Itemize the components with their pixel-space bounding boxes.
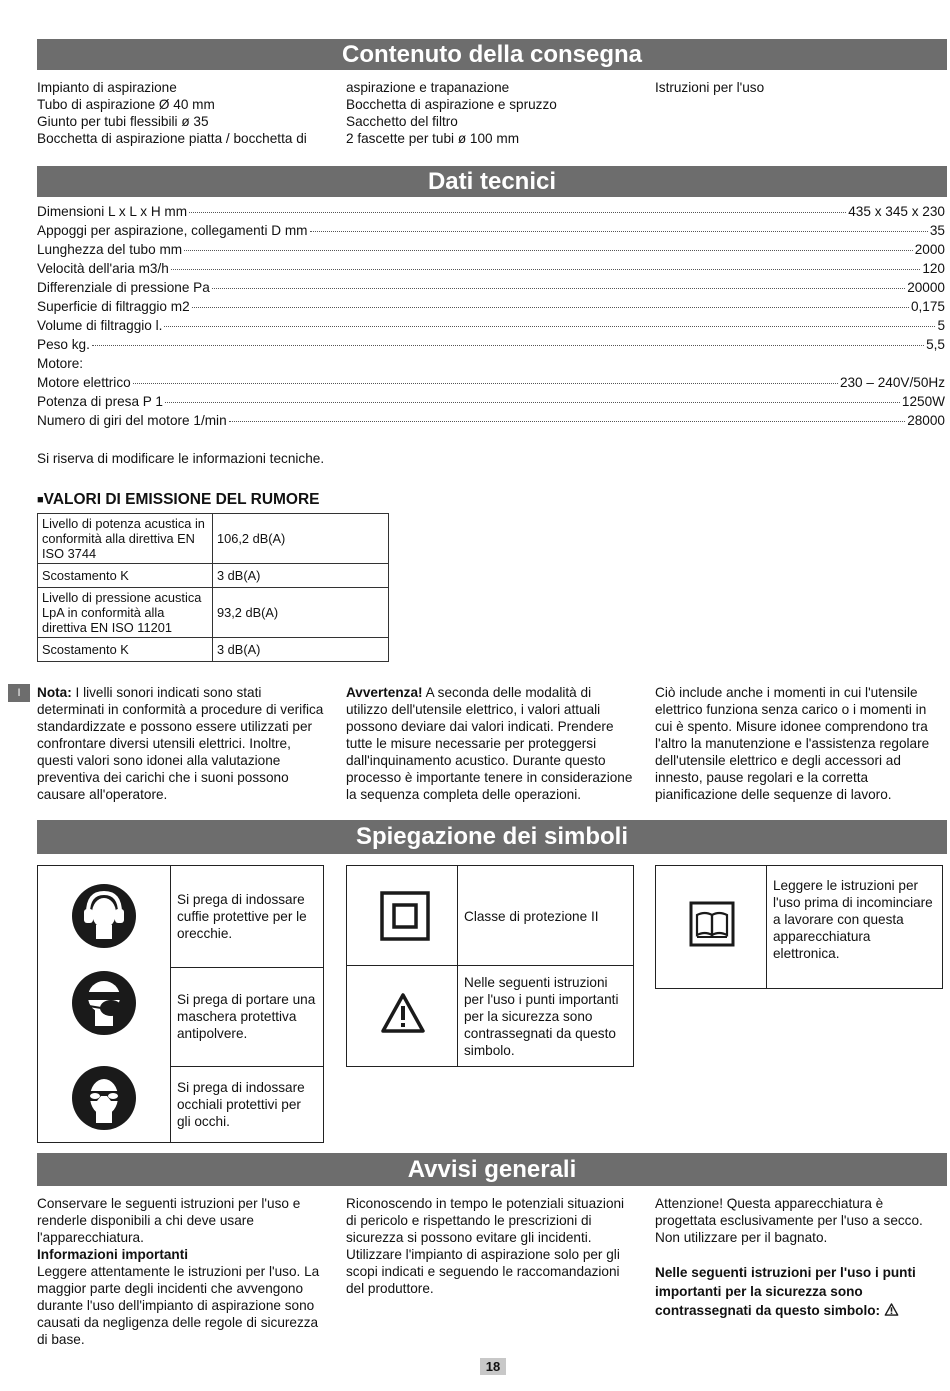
spec-value: 35	[929, 223, 945, 238]
ear-protection-icon	[71, 883, 137, 949]
symbol-goggles-text: Si prega di indossare occhiali protettivi per gli occhi.	[177, 1080, 305, 1129]
symbol-class2-text: Classe di protezione II	[464, 909, 599, 924]
symbol-table-ppe	[37, 865, 324, 1143]
symbol-manual-text: Leggere le istruzioni per l'uso prima di incominciare a lavorare con questa apparecchiatura elettronica.	[773, 878, 933, 961]
contents-item: Tubo di aspirazione Ø 40 mm	[37, 97, 215, 112]
note-label: Nota:	[37, 685, 72, 700]
safety-goggles-icon	[71, 1065, 137, 1131]
note-text: I livelli sonori indicati sono stati determinati in conformità a procedure di verifica standardizzate e possono essere utilizzati per confrontare diversi utensili elettrici. Inoltre, questi valori sono idonei alla valutazione preventiva dei carichi che i suoni possono causare all'operatore.	[37, 685, 324, 802]
spec-label: Volume di filtraggio l.	[37, 318, 163, 333]
safety-notice	[655, 1263, 945, 1320]
spec-value: 120	[922, 261, 945, 276]
spec-row	[37, 223, 945, 242]
spec-label: Motore elettrico	[37, 375, 131, 390]
spec-row	[37, 280, 945, 299]
section-title-general: Avvisi generali	[37, 1153, 947, 1186]
spec-label: Differenziale di pressione Pa	[37, 280, 210, 295]
symbol-warning-text: Nelle seguenti istruzioni per l'uso i punti importanti per la sicurezza sono contrassegnati da questo simbolo.	[464, 975, 619, 1058]
spec-label: Potenza di presa P 1	[37, 394, 163, 409]
noise-value: 93,2 dB(A)	[213, 588, 389, 638]
spec-row	[37, 375, 945, 394]
spec-value: 1250W	[901, 394, 945, 409]
general-text: Leggere attentamente le istruzioni per l'uso. La maggior parte degli incidenti che avvengono durante l'uso dell'impianto di aspirazione sono causati da negligenza delle regole di sicurezza di base.	[37, 1264, 320, 1347]
noise-label: Scostamento K	[38, 564, 213, 588]
warning-triangle-icon	[884, 1303, 899, 1316]
spec-value: 2000	[914, 242, 945, 257]
table-row	[38, 564, 389, 588]
spec-row	[37, 299, 945, 318]
spec-row	[37, 337, 945, 356]
general-col-1	[37, 1195, 327, 1348]
spec-value: 20000	[907, 280, 945, 295]
spec-value: 28000	[907, 413, 945, 428]
note-col-3: Ciò include anche i momenti in cui l'utensile elettrico funziona senza carico o i momenti in cui è spento. Misure idonee comprendono tra l'altro la manutenzione e l'assistenza regolare dell'utensile elettrico e degli accessori ad innesto, pause regolari e la corretta pianificazione delle sequenze di lavoro.	[655, 685, 930, 802]
table-row	[38, 588, 389, 638]
noise-label: Livello di pressione acustica LpA in conformità alla direttiva EN ISO 11201	[38, 588, 213, 638]
spec-row	[37, 318, 945, 337]
spec-label: Motore:	[37, 356, 84, 371]
section-title-symbols: Spiegazione dei simboli	[37, 820, 947, 854]
spec-label: Appoggi per aspirazione, collegamenti D mm	[37, 223, 308, 238]
dust-mask-icon	[71, 970, 137, 1036]
section-title-tech: Dati tecnici	[37, 166, 947, 197]
contents-item: aspirazione e trapanazione	[346, 80, 510, 95]
spec-row	[37, 261, 945, 280]
general-col-3	[655, 1195, 945, 1320]
note-col-1	[37, 684, 329, 803]
warning-label: Avvertenza!	[346, 685, 423, 700]
spec-label: Lunghezza del tubo mm	[37, 242, 183, 257]
contents-col-2	[346, 79, 636, 147]
noise-heading-text: VALORI DI EMISSIONE DEL RUMORE	[43, 491, 320, 508]
spec-label: Velocità dell'aria m3/h	[37, 261, 169, 276]
noise-label: Scostamento K	[38, 638, 213, 662]
general-col-2: Riconoscendo in tempo le potenziali situazioni di pericolo e rispettando le prescrizioni di sicurezza si possono evitare gli incidenti. Utilizzare l'impianto di aspirazione solo per gli scopi indicati e seguendo le raccomandazioni del produttore.	[346, 1196, 625, 1296]
contents-item: Istruzioni per l'uso	[655, 80, 765, 95]
symbol-mask-text: Si prega di portare una maschera protettiva antipolvere.	[177, 992, 316, 1041]
spec-label: Peso kg.	[37, 337, 90, 352]
spec-label: Numero di giri del motore 1/min	[37, 413, 227, 428]
section-title-contents: Contenuto della consegna	[37, 39, 947, 70]
spec-row	[37, 413, 945, 432]
contents-item: Impianto di aspirazione	[37, 80, 177, 95]
table-row	[38, 514, 389, 564]
spec-row	[37, 394, 945, 413]
spec-value: 5	[937, 318, 945, 333]
contents-col-1	[37, 79, 327, 147]
read-manual-icon	[689, 901, 735, 947]
spec-label: Dimensioni L x L x H mm	[37, 204, 188, 219]
spec-value: 230 – 240V/50Hz	[839, 375, 945, 390]
noise-table	[37, 513, 389, 662]
important-info-heading: Informazioni importanti	[37, 1247, 189, 1262]
spec-row	[37, 242, 945, 261]
symbol-table-safety	[346, 865, 634, 1067]
spec-label: Superficie di filtraggio m2	[37, 299, 190, 314]
protection-class-2-icon	[380, 891, 430, 941]
spec-value: 0,175	[910, 299, 945, 314]
noise-value: 3 dB(A)	[213, 564, 389, 588]
contents-col-3	[655, 79, 945, 96]
noise-label: Livello di potenza acustica in conformità alla direttiva EN ISO 3744	[38, 514, 213, 564]
noise-heading: ■VALORI DI EMISSIONE DEL RUMORE	[37, 491, 320, 508]
spec-row	[37, 356, 945, 375]
spec-value: 435 x 345 x 230	[848, 204, 945, 219]
contents-item: 2 fascette per tubi ø 100 mm	[346, 131, 520, 146]
note-text: A seconda delle modalità di utilizzo dell'utensile elettrico, i valori attuali possono deviare dai valori indicati. Prendere tutte le misure necessarie per proteggersi dall'inquinamento acustico. Durante questo processo è importante tenere in considerazione la sequenza completa delle operazioni.	[346, 685, 633, 802]
tech-note: Si riserva di modificare le informazioni tecniche.	[37, 451, 325, 466]
note-col-2	[346, 684, 636, 803]
page-number: 18	[480, 1358, 506, 1375]
safety-notice-text: Nelle seguenti istruzioni per l'uso i punti importanti per la sicurezza sono contrassegnati da questo simbolo:	[655, 1265, 916, 1318]
table-row	[38, 638, 389, 662]
language-tab: I	[8, 684, 30, 702]
spec-row	[37, 204, 945, 223]
spec-value: 5,5	[926, 337, 945, 352]
symbol-table-manual	[655, 865, 943, 989]
general-text: Conservare le seguenti istruzioni per l'uso e renderle disponibili a chi deve usare l'apparecchiatura.	[37, 1196, 301, 1245]
symbol-ear-text: Si prega di indossare cuffie protettive per le orecchie.	[177, 892, 307, 941]
general-text: Attenzione! Questa apparecchiatura è progettata esclusivamente per l'uso a secco. Non utilizzare per il bagnato.	[655, 1196, 923, 1245]
contents-item: Bocchetta di aspirazione piatta / bocchetta di	[37, 131, 307, 146]
noise-value: 106,2 dB(A)	[213, 514, 389, 564]
spec-list	[37, 204, 945, 432]
contents-item: Bocchetta di aspirazione e spruzzo	[346, 97, 557, 112]
noise-value: 3 dB(A)	[213, 638, 389, 662]
contents-item: Giunto per tubi flessibili ø 35	[37, 114, 209, 129]
warning-triangle-icon	[380, 992, 426, 1034]
contents-item: Sacchetto del filtro	[346, 114, 458, 129]
